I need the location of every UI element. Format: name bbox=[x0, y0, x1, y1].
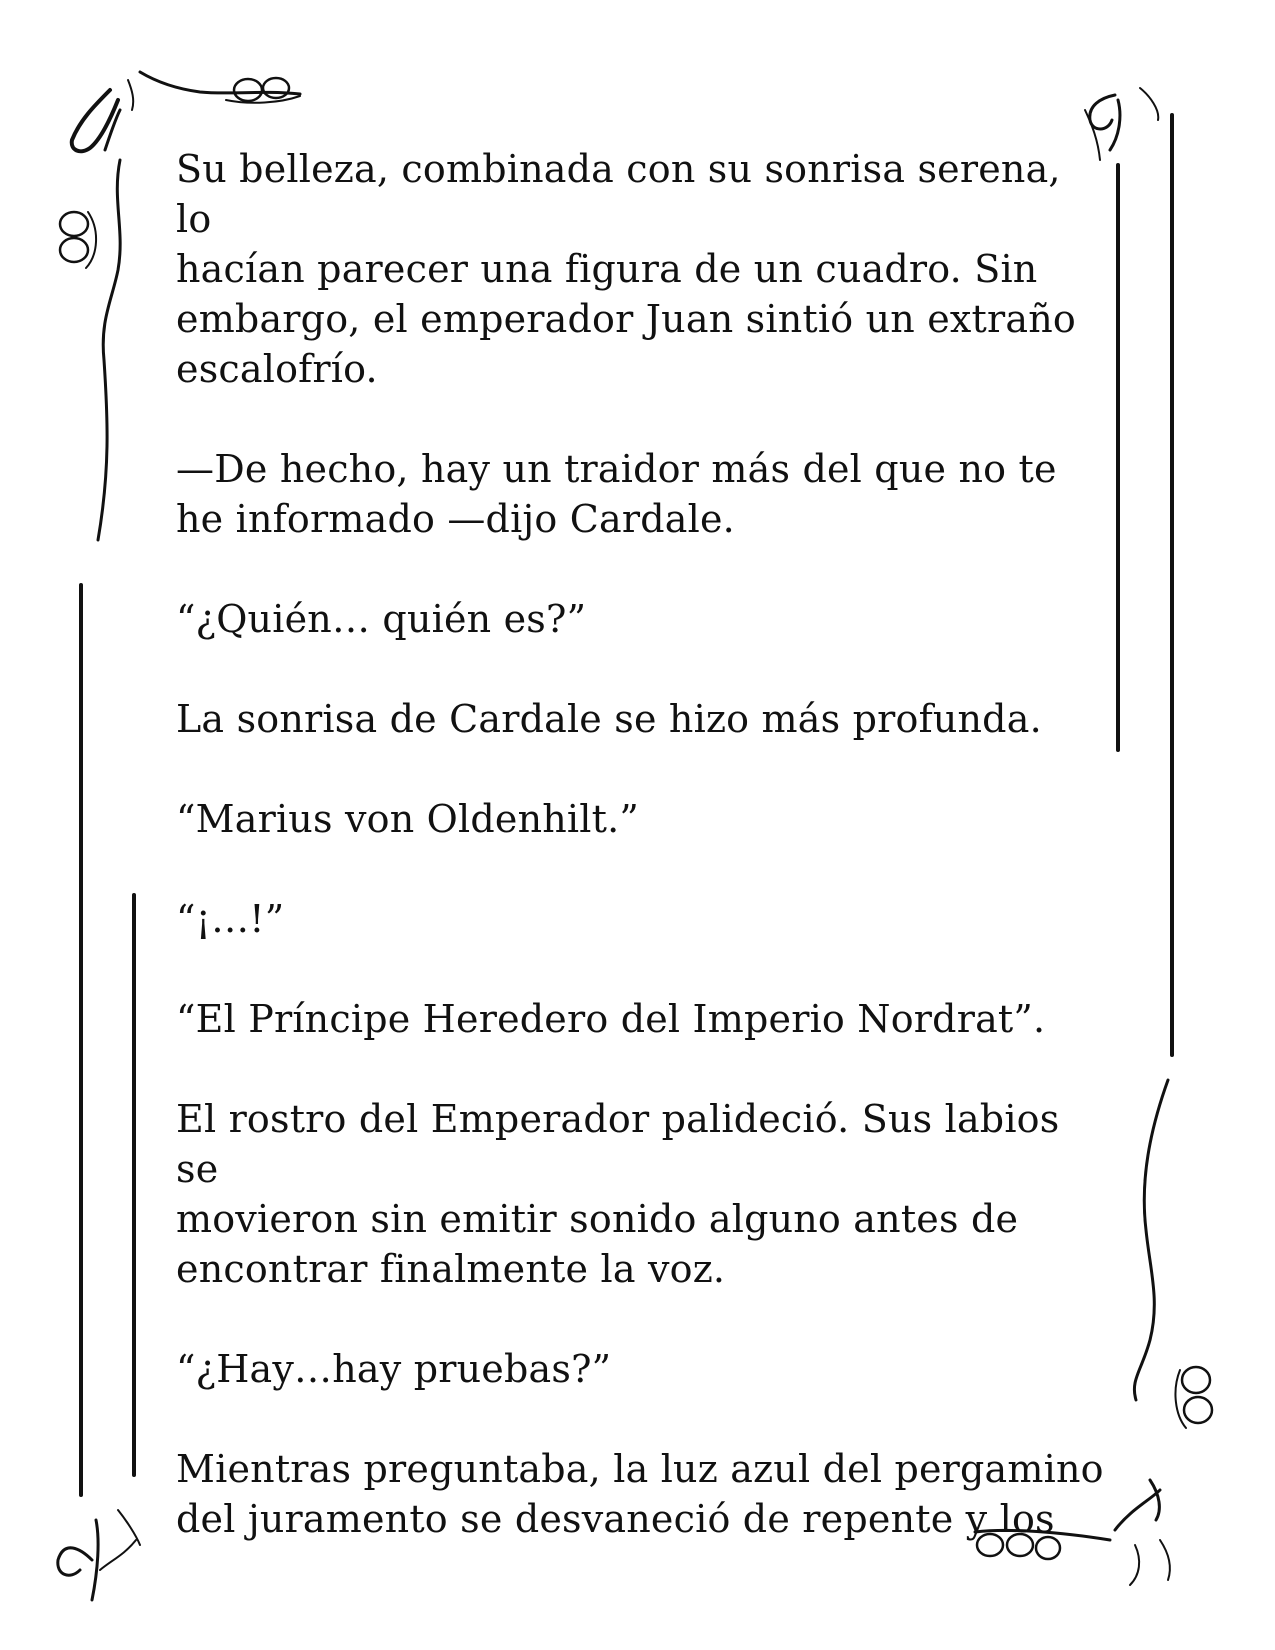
corner-flourish-bottom-left bbox=[58, 1510, 140, 1600]
paragraph: Su belleza, combinada con su sonrisa serena, lo hacían parecer una figura de un cuadro. Sin embargo, el emperador Juan sintió un extraño escalofrío. bbox=[176, 147, 1076, 391]
paragraph: —De hecho, hay un traidor más del que no te he informado —dijo Cardale. bbox=[176, 447, 1057, 541]
paragraph: La sonrisa de Cardale se hizo más profunda. bbox=[176, 697, 1042, 741]
paragraph: “¿Quién… quién es?” bbox=[176, 597, 587, 641]
story-text bbox=[176, 144, 1106, 1544]
paragraph: “¡…!” bbox=[176, 897, 285, 941]
paragraph: “El Príncipe Heredero del Imperio Nordrat”. bbox=[176, 997, 1046, 1041]
right-side-flourish bbox=[1134, 1080, 1212, 1428]
paragraph: “Marius von Oldenhilt.” bbox=[176, 797, 640, 841]
paragraph: Mientras preguntaba, la luz azul del pergamino del juramento se desvaneció de repente y los bbox=[176, 1447, 1104, 1541]
paragraph: El rostro del Emperador palideció. Sus labios se movieron sin emitir sonido alguno antes de encontrar finalmente la voz. bbox=[176, 1097, 1060, 1291]
paragraph: “¿Hay…hay pruebas?” bbox=[176, 1347, 612, 1391]
